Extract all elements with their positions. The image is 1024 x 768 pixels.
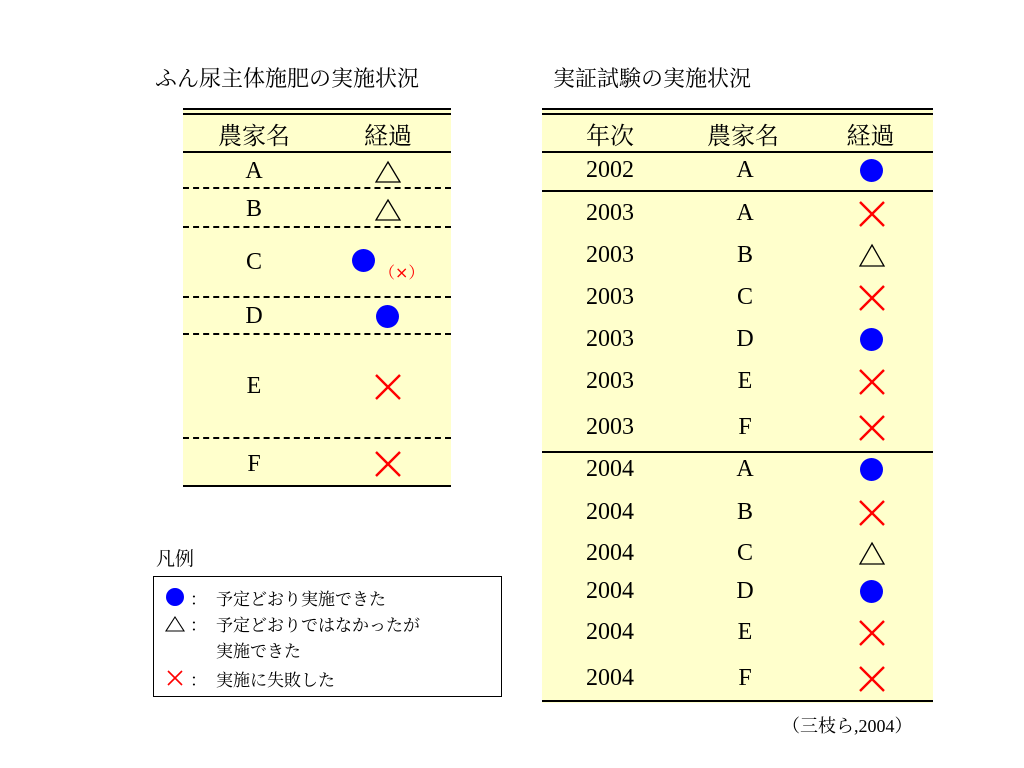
header-year: 年次	[586, 124, 634, 150]
farmer-cell: F	[247, 451, 261, 477]
circle-icon	[166, 588, 184, 606]
legend-text: 実施できた	[216, 642, 301, 662]
year-cell: 2004	[586, 578, 634, 604]
circle-icon	[860, 580, 883, 603]
legend-title: 凡例	[156, 548, 195, 570]
right-panel-title: 実証試験の実施状況	[553, 67, 752, 92]
year-cell: 2003	[586, 242, 634, 268]
cross-icon	[858, 665, 886, 693]
row-divider	[183, 437, 451, 439]
header-farmer: 農家名	[707, 124, 779, 150]
circle-icon	[376, 305, 399, 328]
cross-icon	[858, 499, 886, 527]
cross-icon	[858, 368, 886, 396]
year-divider	[542, 190, 933, 192]
source-citation: （三枝ら,2004）	[782, 716, 913, 736]
farmer-cell: F	[738, 414, 752, 440]
cross-icon	[374, 450, 402, 478]
left-panel-title: ふん尿主体施肥の実施状況	[155, 67, 420, 92]
farmer-cell: D	[736, 326, 754, 352]
farmer-cell: C	[736, 284, 753, 310]
legend-box	[153, 576, 502, 697]
circle-icon	[860, 159, 883, 182]
year-cell: 2003	[586, 414, 634, 440]
circle-icon	[352, 249, 375, 272]
table-bottom-rule	[183, 485, 451, 487]
row-divider	[183, 333, 451, 335]
cross-icon	[166, 669, 184, 687]
cross-icon	[374, 373, 402, 401]
row-divider	[183, 226, 451, 228]
farmer-cell: C	[736, 540, 753, 566]
year-cell: 2003	[586, 284, 634, 310]
year-cell: 2003	[586, 326, 634, 352]
farmer-cell: F	[738, 665, 752, 691]
year-cell: 2003	[586, 200, 634, 226]
farmer-cell: A	[736, 456, 754, 482]
header-farmer: 農家名	[218, 124, 290, 150]
farmer-cell: D	[245, 303, 263, 329]
cross-icon	[858, 414, 886, 442]
legend-sep: ：	[190, 616, 207, 636]
row-divider	[183, 296, 451, 298]
row-divider	[183, 187, 451, 189]
year-cell: 2003	[586, 368, 634, 394]
table-top-rule	[542, 113, 933, 115]
header-progress: 経過	[364, 124, 412, 150]
legend-text: 予定どおり実施できた	[216, 590, 386, 610]
left-table	[183, 108, 451, 487]
header-progress: 経過	[846, 124, 895, 150]
year-cell: 2004	[586, 619, 634, 645]
farmer-cell: A	[245, 158, 263, 184]
cross-icon	[858, 284, 886, 312]
farmer-cell: D	[736, 578, 754, 604]
year-cell: 2004	[586, 499, 634, 525]
cross-icon	[858, 619, 886, 647]
right-table	[542, 108, 933, 703]
triangle-icon	[858, 540, 886, 568]
farmer-cell: A	[736, 200, 754, 226]
legend-sep: ：	[190, 590, 207, 610]
legend-text: 実施に失敗した	[216, 671, 335, 691]
farmer-cell: E	[246, 373, 262, 399]
circle-icon	[860, 328, 883, 351]
triangle-icon	[374, 160, 402, 184]
triangle-icon	[374, 198, 402, 222]
farmer-cell: E	[737, 619, 753, 645]
circle-icon	[860, 458, 883, 481]
farmer-cell: A	[736, 157, 754, 183]
farmer-cell: C	[245, 249, 262, 275]
table-top-rule	[183, 113, 451, 115]
farmer-cell: B	[736, 242, 753, 268]
header-rule	[183, 151, 451, 153]
farmer-cell: E	[737, 368, 753, 394]
year-cell: 2004	[586, 665, 634, 691]
table-top-rule	[542, 108, 933, 110]
note-cross: （×）	[379, 263, 425, 282]
year-cell: 2004	[586, 540, 634, 566]
year-divider	[542, 451, 933, 453]
triangle-icon	[858, 242, 886, 270]
cross-icon	[858, 200, 886, 228]
farmer-cell: B	[736, 499, 753, 525]
table-top-rule	[183, 108, 451, 110]
legend-text: 予定どおりではなかったが	[216, 616, 420, 636]
table-bottom-rule	[542, 700, 933, 702]
year-cell: 2004	[586, 456, 634, 482]
year-cell: 2002	[586, 157, 634, 183]
legend-sep: ：	[190, 671, 207, 691]
header-rule	[542, 151, 933, 153]
triangle-icon	[165, 615, 185, 633]
farmer-cell: B	[245, 196, 262, 222]
